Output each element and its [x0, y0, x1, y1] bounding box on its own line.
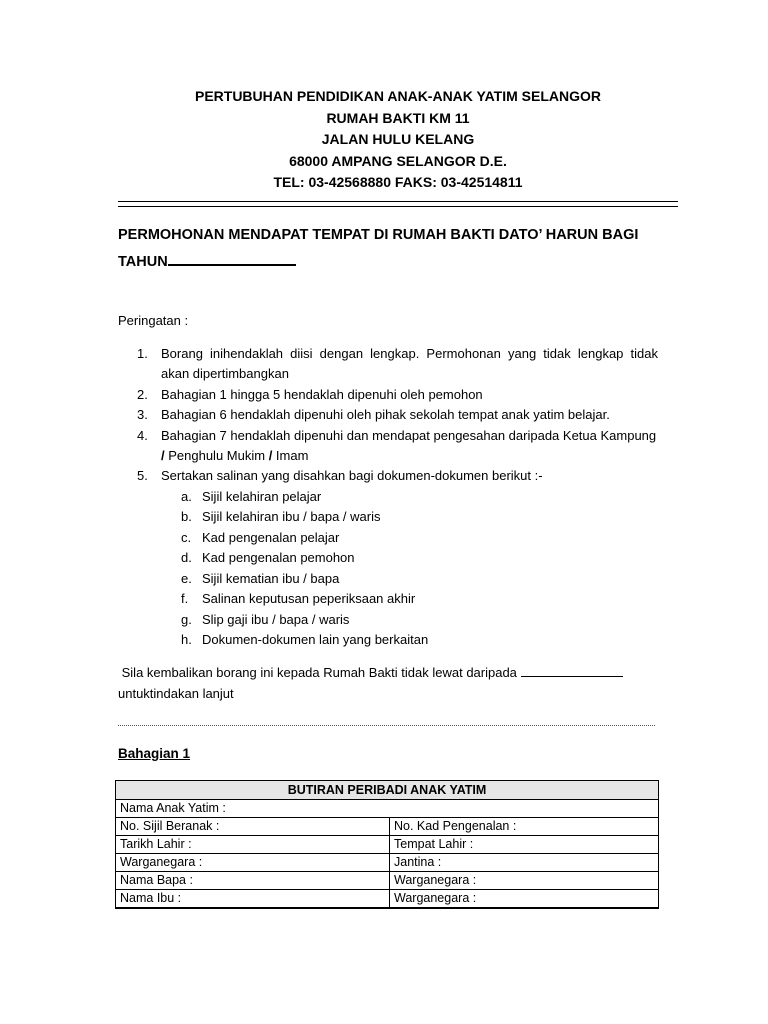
- list-item: [118, 344, 658, 384]
- year-label: TAHUN: [118, 254, 168, 270]
- dotted-separator: [118, 725, 655, 726]
- building-name: RUMAH BAKTI KM 11: [326, 109, 470, 126]
- return-note-text: Sila kembalikan borang ini kepada Rumah Bakti tidak lewat daripada: [121, 665, 521, 680]
- sub-list-text: Sijil kematian ibu / bapa: [202, 570, 340, 586]
- table-header-row: [116, 781, 659, 800]
- return-note: [118, 662, 658, 704]
- sub-list-text: Kad pengenalan pelajar: [202, 529, 340, 545]
- ic-number-field[interactable]: No. Kad Pengenalan :: [390, 818, 659, 836]
- return-note-line2: untuktindakan lanjut: [118, 686, 234, 701]
- sub-list-letter: e.: [181, 570, 192, 586]
- sub-list-item: [118, 487, 658, 508]
- list-text: Bahagian 1 hingga 5 hendaklah dipenuhi oleh pemohon: [161, 386, 483, 402]
- list-number: 1.: [137, 346, 148, 361]
- table-row: [116, 836, 659, 854]
- list-item: [118, 385, 658, 405]
- gender-field[interactable]: Jantina :: [390, 854, 659, 872]
- sub-list-letter: h.: [181, 632, 192, 647]
- separator: /: [268, 447, 273, 463]
- form-title-line1: PERMOHONAN MENDAPAT TEMPAT DI RUMAH BAKTI DATO’ HARUN BAGI: [118, 227, 639, 243]
- father-name-field[interactable]: Nama Bapa :: [116, 872, 390, 890]
- list-text: Penghulu Mukim: [164, 447, 269, 463]
- sub-list-item: [118, 548, 658, 569]
- sub-list-item: [118, 589, 658, 610]
- birth-cert-field[interactable]: No. Sijil Beranak :: [116, 818, 390, 836]
- list-item: [118, 426, 658, 466]
- list-text: Bahagian 6 hendaklah dipenuhi oleh pihak sekolah tempat anak yatim belajar.: [161, 407, 610, 422]
- sub-list-item: [118, 630, 658, 651]
- list-number: 2.: [137, 386, 148, 402]
- list-text: Bahagian 7 hendaklah dipenuhi dan mendapat pengesahan daripada Ketua Kampung: [161, 427, 657, 443]
- return-note-line1: [118, 662, 658, 683]
- table-row: [116, 854, 659, 872]
- sub-list-text: Sijil kelahiran pelajar: [202, 488, 322, 504]
- mother-name-field[interactable]: Nama Ibu :: [116, 890, 390, 909]
- sub-list-letter: g.: [181, 611, 192, 627]
- birth-date-field[interactable]: Tarikh Lahir :: [116, 836, 390, 854]
- list-number: 5.: [137, 468, 148, 483]
- header-divider-bottom: [118, 206, 678, 207]
- form-title-line2: [118, 249, 678, 276]
- form-title: [118, 222, 678, 276]
- list-text: Borang inihendaklah diisi dengan lengkap. Permohonan yang tidak lengkap tidak akan dipertimbangkan: [161, 346, 658, 381]
- sub-list-text: Slip gaji ibu / bapa / waris: [202, 611, 350, 627]
- personal-details-table: [115, 780, 659, 909]
- list-text: Sertakan salinan yang disahkan bagi dokumen-dokumen berikut :-: [161, 468, 543, 483]
- contact-numbers: TEL: 03-42568880 FAKS: 03-42514811: [273, 174, 523, 190]
- return-date-blank-field[interactable]: [521, 664, 623, 677]
- birth-place-field[interactable]: Tempat Lahir :: [390, 836, 659, 854]
- table-row: [116, 818, 659, 836]
- list-number: 3.: [137, 407, 148, 422]
- section-heading: Bahagian 1: [118, 746, 191, 761]
- sub-list-letter: a.: [181, 488, 192, 504]
- sub-list-text: Dokumen-dokumen lain yang berkaitan: [202, 632, 429, 647]
- sub-list-letter: b.: [181, 509, 192, 524]
- list-item: [118, 466, 658, 486]
- table-title: BUTIRAN PERIBADI ANAK YATIM: [116, 781, 659, 800]
- sub-list-item: [118, 610, 658, 631]
- list-number: 4.: [137, 427, 148, 443]
- father-citizenship-field[interactable]: Warganegara :: [390, 872, 659, 890]
- sub-list-item: [118, 569, 658, 590]
- street-address: JALAN HULU KELANG: [321, 131, 475, 147]
- sub-list-letter: c.: [181, 529, 192, 545]
- citizenship-field[interactable]: Warganegara :: [116, 854, 390, 872]
- org-name: PERTUBUHAN PENDIDIKAN ANAK-ANAK YATIM SELANGOR: [194, 88, 601, 104]
- city-address: 68000 AMPANG SELANGOR D.E.: [289, 152, 507, 169]
- list-item: [118, 405, 658, 425]
- instructions-list: [118, 344, 658, 651]
- table-row: [116, 872, 659, 890]
- letterhead: [118, 86, 678, 194]
- separator: /: [161, 447, 165, 463]
- table-row: [116, 890, 659, 909]
- sub-list-text: Kad pengenalan pemohon: [202, 550, 355, 565]
- orphan-name-field[interactable]: Nama Anak Yatim :: [116, 800, 659, 818]
- sub-list-text: Sijil kelahiran ibu / bapa / waris: [202, 509, 381, 524]
- year-blank-field[interactable]: [168, 252, 296, 266]
- sub-list-item: [118, 507, 658, 528]
- sub-list-letter: d.: [181, 550, 192, 565]
- sub-list-text: Salinan keputusan peperiksaan akhir: [202, 591, 416, 606]
- sub-list-letter: f.: [181, 591, 189, 606]
- sub-list-item: [118, 528, 658, 549]
- mother-citizenship-field[interactable]: Warganegara :: [390, 890, 659, 909]
- table-row: [116, 800, 659, 818]
- warning-label: Peringatan :: [118, 313, 189, 328]
- list-text: Imam: [272, 447, 309, 463]
- header-divider-top: [118, 201, 678, 202]
